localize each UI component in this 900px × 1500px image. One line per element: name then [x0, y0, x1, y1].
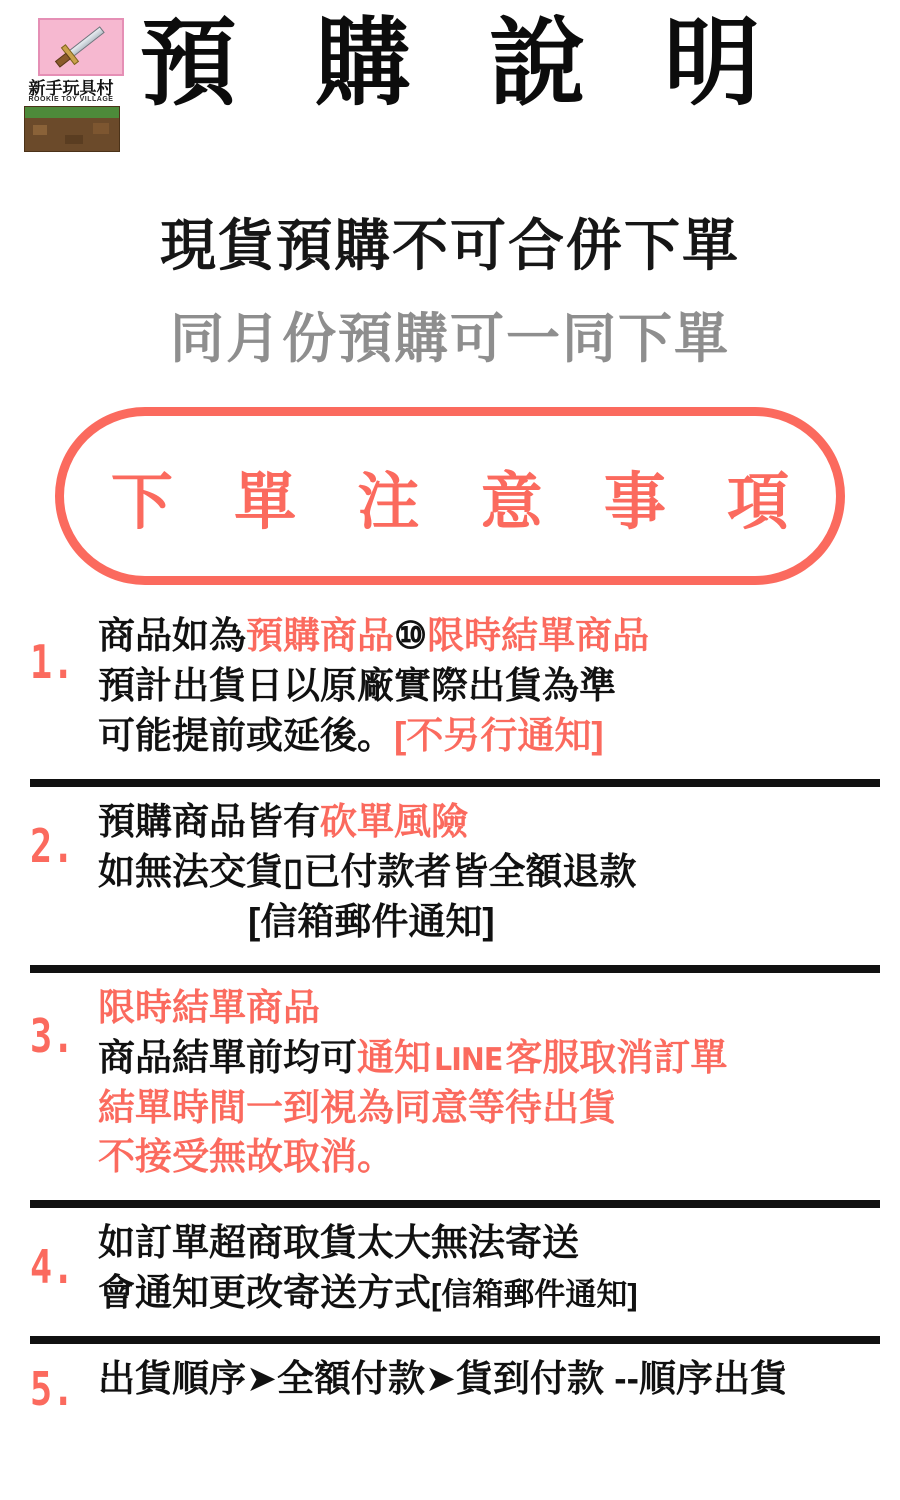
grass-layer — [25, 107, 120, 118]
note-line — [98, 1132, 890, 1182]
page-header — [0, 0, 900, 160]
section-divider — [30, 1200, 880, 1208]
note-line — [98, 847, 890, 897]
note-line — [98, 1268, 890, 1318]
notes-list — [0, 611, 900, 1417]
note-number: 2. — [30, 818, 75, 873]
note-text: 限時結單商品 — [427, 615, 650, 656]
note-text: 會通知更改寄送方式 — [98, 1272, 431, 1314]
note-item — [10, 1218, 890, 1326]
dirt-speck — [33, 125, 47, 135]
section-divider — [30, 965, 880, 973]
note-number: 1. — [30, 635, 75, 689]
note-text: [信箱郵件通知] — [248, 900, 495, 942]
note-text: 貨到付款 --順序出貨 — [456, 1358, 787, 1400]
note-text: 如訂單超商取貨太大無法寄送 — [98, 1222, 579, 1264]
note-line — [98, 611, 890, 661]
note-line — [98, 1354, 890, 1404]
note-text: 可能提前或延後。 — [98, 714, 394, 756]
note-number: 5. — [30, 1362, 75, 1417]
sword-blade — [68, 26, 104, 57]
line-brand-label: LINE — [433, 1041, 503, 1078]
brand-logo — [10, 12, 130, 152]
notice-banner-label: 下 單 注 意 事 項 — [110, 467, 812, 537]
note-text: 通知 — [357, 1036, 431, 1078]
note-line — [98, 1218, 890, 1268]
note-item — [10, 797, 890, 955]
brand-name: 新手玩具村 — [28, 79, 114, 98]
subheading-secondary: 同月份預購可一同下單 — [170, 309, 730, 369]
note-line — [98, 983, 890, 1033]
note-line — [98, 1083, 890, 1133]
brand-subname: ROOKIE TOY VILLAGE — [28, 96, 114, 103]
note-text: 不接受無故取消。 — [98, 1136, 394, 1178]
subheading-primary: 現貨預購不可合併下單 — [160, 214, 740, 277]
note-text: 出貨順序 — [98, 1358, 246, 1400]
note-text: 全額付款 — [277, 1358, 426, 1400]
dirt-speck — [93, 123, 109, 134]
banner-wrap — [0, 407, 900, 585]
note-text: [信箱郵件通知] — [431, 1277, 638, 1313]
note-text: ➤ — [425, 1357, 457, 1401]
section-divider — [30, 779, 880, 787]
note-number: 4. — [30, 1240, 75, 1295]
note-item — [10, 1354, 890, 1417]
note-text: 商品如為 — [98, 615, 246, 656]
note-line — [98, 711, 890, 761]
note-line — [98, 661, 890, 711]
notice-banner — [55, 407, 845, 585]
page-title: 預 購 說 明 — [140, 10, 787, 117]
note-text: 預購商品 — [246, 615, 394, 656]
note-text: 預計出貨日以原廠實際出貨為準 — [98, 664, 616, 706]
note-text: 砍單風險 — [320, 800, 468, 842]
note-text: 如無法交貨▯已付款者皆全額退款 — [98, 850, 637, 892]
note-line — [98, 897, 890, 947]
note-text: 客服取消訂單 — [505, 1036, 728, 1078]
note-text: 限時結單商品 — [98, 986, 320, 1028]
note-item — [10, 611, 890, 769]
note-line — [98, 797, 890, 847]
note-text: [不另行通知] — [394, 714, 604, 756]
note-text: 結單時間一到視為同意等待出貨 — [98, 1086, 616, 1128]
note-text: 商品結單前均可 — [98, 1036, 357, 1078]
note-item — [10, 983, 890, 1191]
note-line — [98, 1033, 890, 1083]
note-number: 3. — [30, 1008, 75, 1063]
ground-block-icon — [24, 106, 120, 152]
section-divider — [30, 1336, 880, 1344]
note-text: ➤ — [246, 1357, 278, 1401]
note-text: ⑩ — [394, 615, 428, 656]
dirt-speck — [65, 135, 83, 144]
note-text: 預購商品皆有 — [98, 800, 320, 842]
